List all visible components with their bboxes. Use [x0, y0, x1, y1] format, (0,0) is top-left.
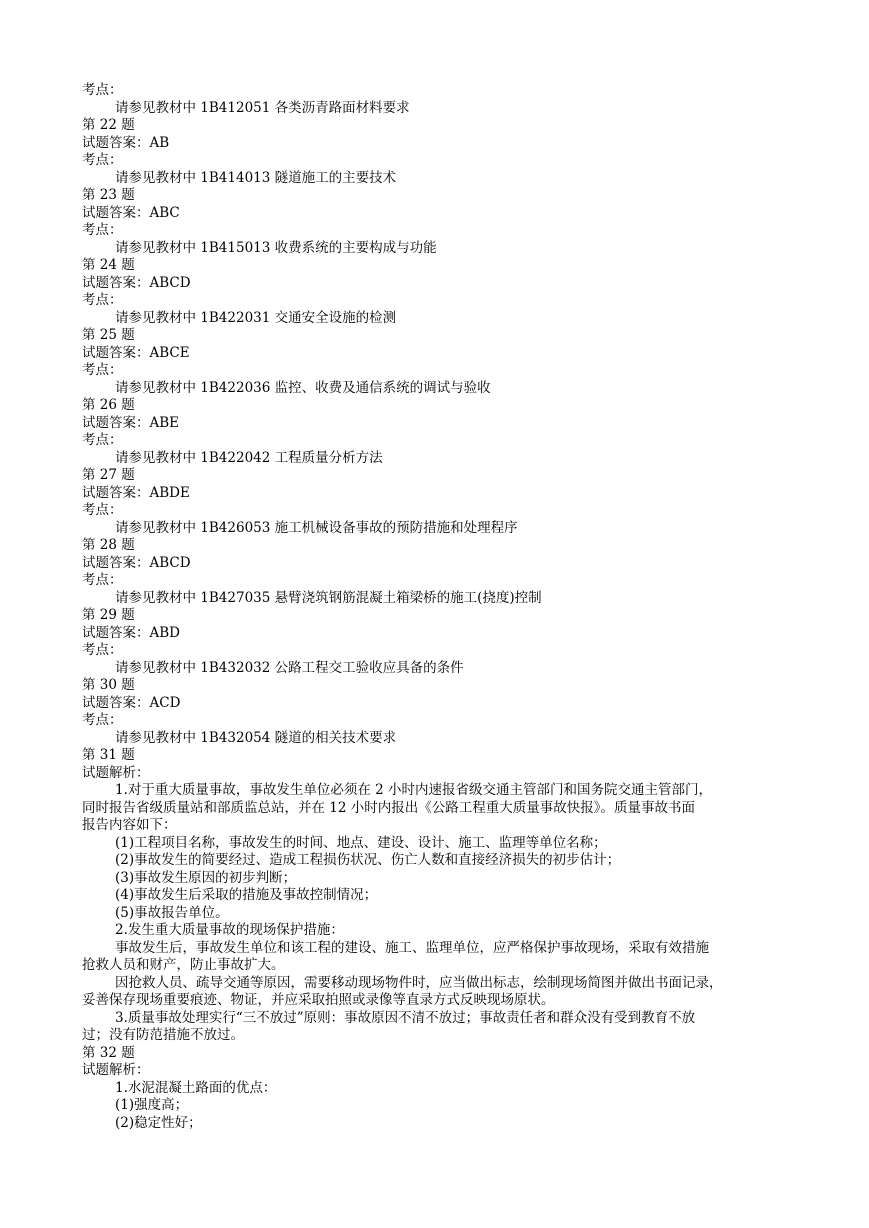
list-item: (1)工程项目名称，事故发生的时间、地点、建设、设计、施工、监理等单位名称；: [115, 834, 607, 851]
question-title: 第 30 题: [82, 677, 135, 693]
document-page: [82, 82, 802, 1132]
answer-text: 试题答案：ABDE: [82, 484, 190, 501]
answer-text: 试题答案：AB: [82, 134, 170, 151]
list-item: (4)事故发生后采取的措施及事故控制情况；: [115, 887, 378, 903]
analysis-paragraph-4-line-2: 妥善保存现场重要痕迹、物证，并应采取拍照或录像等直录方式反映现场原状。: [82, 992, 555, 1008]
analysis-paragraph-5-line-1: 3.质量事故处理实行“三不放过”原则：事故原因不清不放过；事故责任者和群众没有受到教育不放: [115, 1009, 696, 1026]
question-title: 第 31 题: [82, 747, 135, 763]
analysis-paragraph-1-line-2: 同时报告省级质量站和部质监总站，并在 12 小时内报出《公路工程重大质量事故快报》。质量事故书面: [82, 799, 696, 816]
question-block: [82, 257, 802, 327]
question-title: 第 22 题: [82, 117, 135, 133]
question-title: 第 26 题: [82, 397, 135, 413]
analysis-paragraph-1-line-1: 1.对于重大质量事故，事故发生单位必须在 2 小时内速报省级交通主管部门和国务院交通主管部门，: [115, 782, 713, 798]
question-title: 第 23 题: [82, 187, 135, 203]
kaodian-label: 考点：: [82, 432, 123, 448]
question-title: 第 27 题: [82, 467, 135, 483]
analysis-label: 试题解析：: [82, 764, 150, 781]
kaodian-label: 考点：: [82, 152, 123, 168]
list-item: (2)稳定性好；: [115, 1114, 202, 1131]
question-block: [82, 187, 802, 257]
reference-text: 请参见教材中 1B432032 公路工程交工验收应具备的条件: [115, 659, 464, 676]
question-title: 第 25 题: [82, 327, 135, 343]
question-32-block: [82, 1045, 802, 1133]
question-title: 第 32 题: [82, 1044, 135, 1061]
question-31-block: [82, 747, 802, 1045]
reference-text: 请参见教材中 1B426053 施工机械设备事故的预防措施和处理程序: [115, 519, 518, 536]
reference-text: 请参见教材中 1B414013 隧道施工的主要技术: [115, 169, 397, 186]
reference-text: 请参见教材中 1B412051 各类沥青路面材料要求: [115, 99, 410, 116]
reference-text: 请参见教材中 1B432054 隧道的相关技术要求: [115, 729, 397, 746]
answer-text: 试题答案：ABCD: [82, 274, 191, 291]
analysis-paragraph-1: 1.水泥混凝土路面的优点：: [115, 1079, 277, 1096]
question-block: [82, 677, 802, 747]
reference-text: 请参见教材中 1B422031 交通安全设施的检测: [115, 309, 397, 326]
kaodian-label: 考点：: [82, 712, 123, 728]
analysis-label: 试题解析：: [82, 1062, 150, 1078]
answer-text: 试题答案：ACD: [82, 694, 181, 711]
question-title: 第 28 题: [82, 537, 135, 553]
question-block: [82, 607, 802, 677]
answer-text: 试题答案：ABE: [82, 414, 180, 431]
kaodian-label: 考点：: [82, 222, 123, 238]
list-item: (1)强度高；: [115, 1097, 189, 1113]
analysis-paragraph-2: 2.发生重大质量事故的现场保护措施：: [115, 922, 344, 938]
kaodian-label: 考点：: [82, 362, 123, 378]
list-item: (3)事故发生原因的初步判断；: [115, 869, 297, 886]
question-block: [82, 327, 802, 397]
analysis-paragraph-3-line-2: 抢救人员和财产，防止事故扩大。: [82, 957, 285, 973]
question-block: [82, 397, 802, 467]
reference-text: 请参见教材中 1B415013 收费系统的主要构成与功能: [115, 239, 437, 256]
kaodian-label: 考点：: [82, 82, 123, 98]
kaodian-label: 考点：: [82, 292, 123, 308]
question-block: [82, 117, 802, 187]
analysis-paragraph-4-line-1: 因抢救人员、疏导交通等原因，需要移动现场物件时，应当做出标志，绘制现场简图并做出书面记录，: [115, 974, 723, 991]
question-block: [82, 467, 802, 537]
list-item: (5)事故报告单位。: [115, 904, 229, 921]
kaodian-label: 考点：: [82, 572, 123, 588]
reference-text: 请参见教材中 1B422036 监控、收费及通信系统的调试与验收: [115, 379, 491, 396]
kaodian-label: 考点：: [82, 642, 123, 658]
analysis-paragraph-1-line-3: 报告内容如下：: [82, 817, 177, 833]
question-block: [82, 537, 802, 607]
list-item: (2)事故发生的简要经过、造成工程损伤状况、伤亡人数和直接经济损失的初步估计；: [115, 852, 621, 868]
answer-text: 试题答案：ABCE: [82, 344, 190, 361]
answer-text: 试题答案：ABCD: [82, 554, 191, 571]
analysis-paragraph-5-line-2: 过；没有防范措施不放过。: [82, 1027, 244, 1043]
answer-text: 试题答案：ABC: [82, 204, 180, 221]
answer-text: 试题答案：ABD: [82, 624, 180, 641]
reference-text: 请参见教材中 1B422042 工程质量分析方法: [115, 449, 383, 466]
analysis-paragraph-3-line-1: 事故发生后，事故发生单位和该工程的建设、施工、监理单位，应严格保护事故现场，采取有效措施: [115, 939, 709, 956]
kaodian-label: 考点：: [82, 502, 123, 518]
question-title: 第 29 题: [82, 607, 135, 623]
question-title: 第 24 题: [82, 257, 135, 273]
reference-text: 请参见教材中 1B427035 悬臂浇筑钢筋混凝土箱梁桥的施工(挠度)控制: [115, 589, 542, 606]
